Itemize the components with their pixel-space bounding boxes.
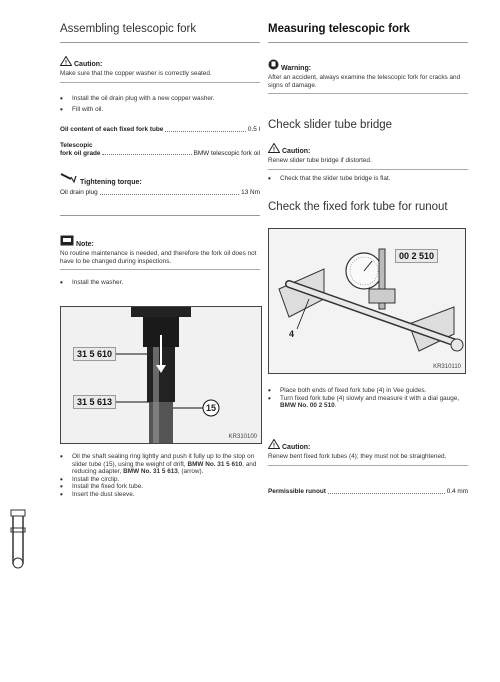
section-title-measuring: Measuring telescopic fork [268,23,410,35]
section-title-runout: Check the fixed fork tube for runout [268,201,448,213]
callout-number: 4 [289,329,295,339]
torque-wrench-icon [60,172,78,187]
caution-text: Make sure that the copper washer is correctly seated. [60,70,212,77]
caution-box: ! Caution: Make sure that the copper washer is correctly seated. [60,53,260,83]
list-item: • Install the oil drain plug with a new copper washer. [60,94,215,103]
divider [268,42,468,43]
list-item: • Install the washer. [60,278,124,287]
fork-seal-illustration [61,307,261,443]
warning-box: Warning: After an accident, always examine the telescopic fork for cracks and signs of damage. [268,56,468,94]
oil-grade-spec: Telescopic fork oil grade BMW telescopic fork oil [60,142,260,157]
svg-text:!: ! [273,443,275,449]
svg-text:!: ! [273,147,275,153]
caution-text: Renew bent fixed fork tubes (4); they must not be straightened. [268,453,447,460]
bullet-list-1 [60,92,260,113]
part-number-label: 31 5 610 [73,347,116,361]
runout-spec: Permissible runout 0.4 mm [268,488,468,495]
list-item: • Place both ends of fixed fork tube (4) in Vee guides. [268,386,427,395]
note-text: No routine maintenance is needed, and therefore the fork oil does not have to be changed during inspections. [60,250,257,265]
section-title-assembling: Assembling telescopic fork [60,23,197,35]
figure-code: KR310110 [433,364,461,370]
section-title-slider: Check slider tube bridge [268,119,393,131]
list-item: • Install the fixed fork tube. [60,482,144,492]
list-item: • Insert the dust sleeve. [60,489,135,499]
oil-content-spec: Oil content of each fixed fork tube 0.5 l [60,126,260,133]
note-hand-icon [60,235,74,249]
bullet-list-3 [268,384,468,410]
svg-text:!: ! [65,60,67,66]
part-number-label: 00 2 510 [395,249,438,263]
bullet-list-2 [60,450,260,499]
caution-text: Renew slider tube bridge if distorted. [268,157,372,164]
part-number-label: 31 5 613 [73,395,116,409]
warning-hand-icon [268,59,279,73]
divider [60,42,260,43]
fork-pictogram-icon [6,508,30,575]
callout-number: 15 [205,403,216,413]
list-item: • Turn fixed fork tube (4) slowly and measure it with a dial gauge, BMW No. 00 2 510. [268,393,460,410]
caution-box: ! Caution: Renew bent fixed fork tubes (4); they must not be straightened. [268,436,468,466]
figure-code: KR310100 [228,434,257,440]
list-item: • Install the circlip. [60,474,120,484]
caution-triangle-icon [268,439,280,452]
list-item: • Fill with oil. [60,104,104,114]
torque-box: Tightening torque: Oil drain plug 13 Nm [60,172,260,216]
list-item: • Check that the slider tube bridge is flat. [268,174,391,183]
figure-kr310110 [268,228,466,374]
caution-triangle-icon [60,56,72,69]
figure-kr310100 [60,306,262,444]
warning-text: After an accident, always examine the telescopic fork for cracks and signs of damage. [268,74,461,89]
caution-triangle-icon [268,143,280,156]
caution-box: ! Caution: Renew slider tube bridge if distorted. [268,140,468,170]
list-item: • Oil the shaft sealing ring lightly and push it fully up to the stop on slider tube (15), using the weight of drift, BMW No. 31 5 610, and reducing adapter, BMW No. 31 5 613, (arrow). [60,452,257,476]
note-box: Note: No routine maintenance is needed, and therefore the fork oil does not have to be changed during inspections. [60,232,260,270]
